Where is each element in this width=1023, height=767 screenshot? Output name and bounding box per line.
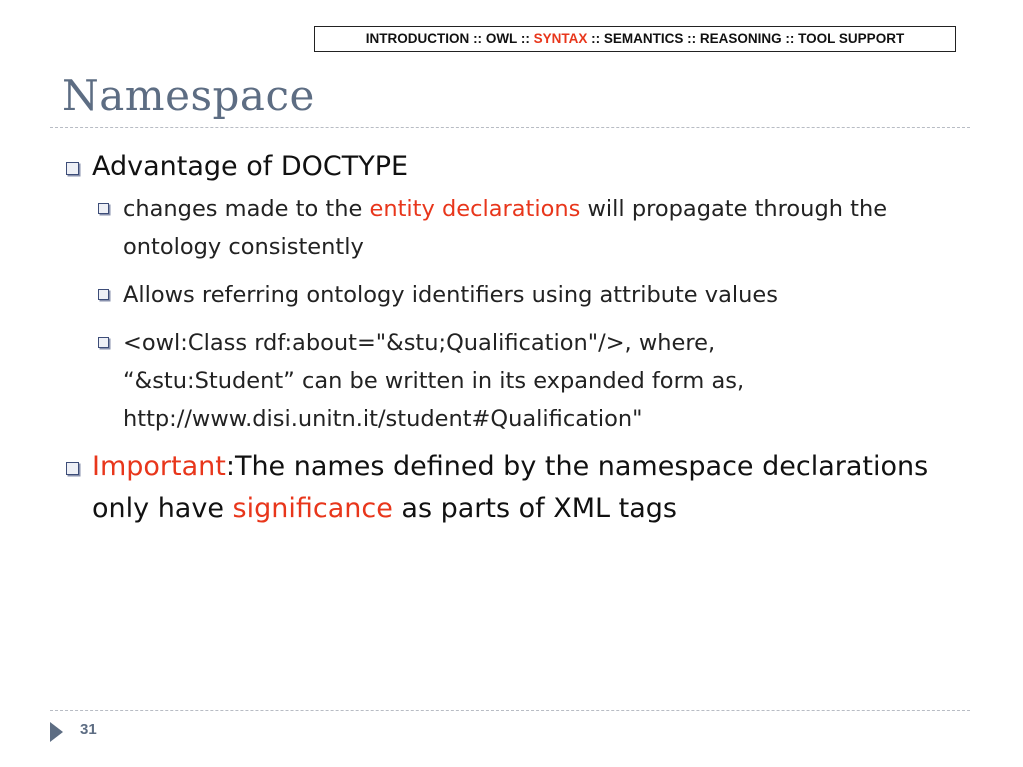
highlight-text: significance <box>232 493 393 524</box>
slide-body <box>62 146 962 530</box>
section-navigation <box>314 26 956 52</box>
bullet-text: will propagate through the ontology consistently <box>123 196 888 260</box>
highlight-text: Important <box>92 451 226 482</box>
nav-item-owl[interactable]: OWL <box>485 31 518 46</box>
bullet-text: changes made to the <box>123 196 370 222</box>
title-divider <box>50 127 970 128</box>
highlight-text: entity declarations <box>369 196 581 222</box>
nav-item-reasoning[interactable]: REASONING <box>699 31 782 46</box>
slide-title: Namespace <box>62 71 315 120</box>
play-arrow-icon <box>50 722 63 742</box>
bullet-text-line: <owl:Class rdf:about="&stu;Qualification"/>, where, <box>123 330 716 356</box>
nav-item-tool-support[interactable]: TOOL SUPPORT <box>798 31 905 46</box>
bullet-text-line: “&stu:Student” can be written in its expanded form as, <box>123 368 745 394</box>
square-bullet-icon <box>66 162 79 175</box>
sub-bullet-entity-declarations <box>62 190 962 266</box>
square-bullet-icon <box>98 337 109 348</box>
bullet-important <box>62 446 962 530</box>
nav-separator: :: <box>520 31 534 46</box>
nav-separator: :: <box>687 31 700 46</box>
nav-separator: :: <box>473 31 486 46</box>
nav-separator: :: <box>591 31 604 46</box>
square-bullet-icon <box>98 203 109 214</box>
sub-bullet-attribute-values <box>62 276 962 314</box>
footer-divider <box>50 710 970 711</box>
nav-item-introduction[interactable]: INTRODUCTION <box>365 31 470 46</box>
bullet-text: as parts of XML tags <box>392 493 677 524</box>
bullet-text: Allows referring ontology identifiers using attribute values <box>123 282 778 308</box>
nav-separator: :: <box>785 31 799 46</box>
bullet-text: :The names defined by the namespace declarations only have <box>92 451 929 524</box>
bullet-advantage-of-doctype <box>62 146 962 188</box>
bullet-text-line: http://www.disi.unitn.it/student#Qualification" <box>123 406 643 432</box>
nav-item-semantics[interactable]: SEMANTICS <box>603 31 684 46</box>
bullet-text: Advantage of DOCTYPE <box>92 151 409 182</box>
page-number: 31 <box>80 721 97 738</box>
square-bullet-icon <box>98 289 109 300</box>
square-bullet-icon <box>66 462 79 475</box>
sub-bullet-owl-class-example <box>62 324 962 438</box>
nav-item-syntax[interactable]: SYNTAX <box>533 31 588 46</box>
